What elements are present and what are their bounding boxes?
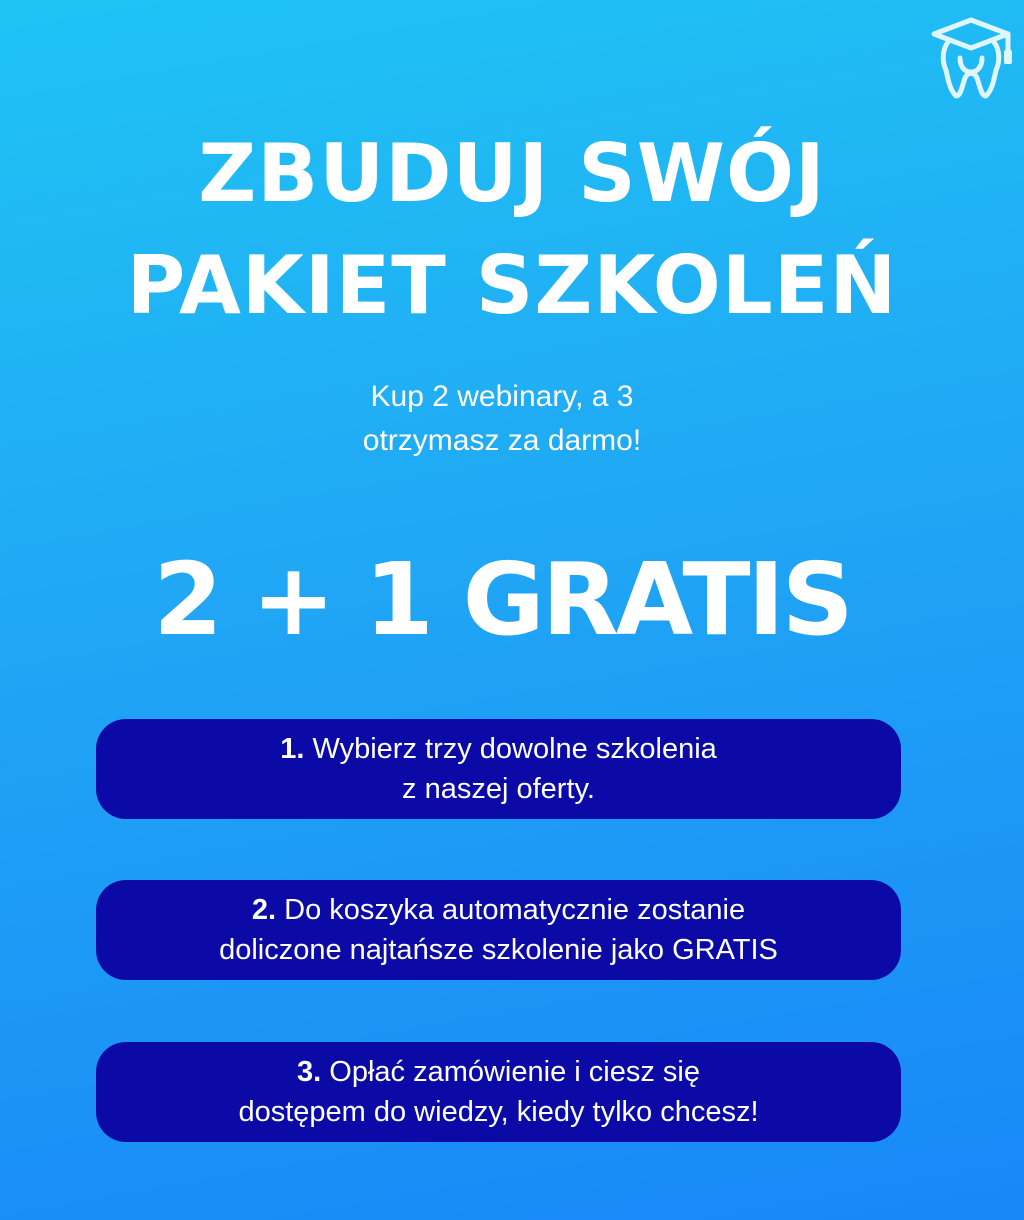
- step-2-box: [96, 880, 901, 980]
- headline-line-1: ZBUDUJ SWÓJ: [198, 127, 826, 220]
- step-2-line-1: [96, 890, 901, 930]
- step-3-number: 3.: [297, 1056, 322, 1088]
- step-3-text: Opłać zamówienie i ciesz się: [321, 1056, 700, 1088]
- subtitle-line-2: otrzymasz za darmo!: [362, 424, 642, 457]
- step-2-line-2: doliczone najtańsze szkolenie jako GRATIS: [219, 934, 778, 966]
- step-3-line-2: dostępem do wiedzy, kiedy tylko chcesz!: [238, 1096, 759, 1128]
- subtitle-line-1: Kup 2 webinary, a 3: [370, 380, 634, 413]
- step-1-line-2: z naszej oferty.: [402, 773, 595, 805]
- step-3-box: [96, 1042, 901, 1142]
- headline-line-2: PAKIET SZKOLEŃ: [126, 239, 898, 332]
- tooth-graduation-cap-icon: [928, 14, 1014, 102]
- promo-offer: 2 + 1 GRATIS: [153, 541, 851, 658]
- step-2-number: 2.: [251, 894, 277, 926]
- step-1-line-1: [96, 729, 901, 769]
- step-2-text: Do koszyka automatycznie zostanie: [276, 894, 746, 926]
- step-3-line-1: [96, 1052, 901, 1092]
- step-1-box: [96, 719, 901, 819]
- step-1-text: Wybierz trzy dowolne szkolenia: [304, 733, 717, 765]
- step-1-number: 1.: [280, 733, 305, 765]
